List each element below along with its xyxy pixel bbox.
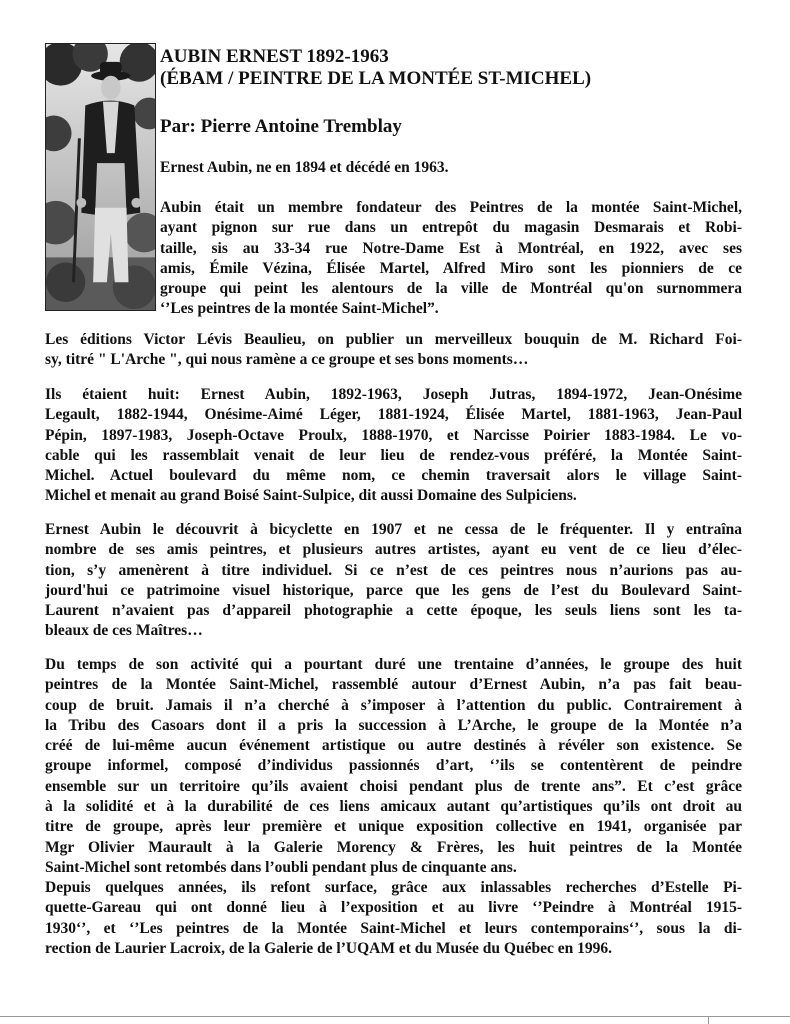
text-line: ensemble sur un territoire qu’ils avaient choisi pendant plus de trente ans”. Et c’est grâce	[45, 777, 742, 795]
text-line: groupe informel, composé d’individus passionnés d’art, ‘’ils se contentèrent de peindre	[45, 757, 742, 775]
text-line: sy, titré " L'Arche ", qui nous ramène a ce groupe et ses bons moments…	[45, 351, 529, 369]
text-line: Michel. Actuel boulevard du même nom, ce chemin traversait alors le village Saint-	[45, 467, 742, 485]
text-line: Ils étaient huit: Ernest Aubin, 1892-1963, Joseph Jutras, 1894-1972, Jean-Onésime	[45, 386, 742, 403]
text-line: groupe qui peint les alentours de la ville de Montréal qu'on surnommera	[160, 280, 742, 298]
text-line: Mgr Olivier Maurault à la Galerie Morency & Frères, les huit peintres de la Montée	[45, 838, 742, 856]
byline: Par: Pierre Antoine Tremblay	[160, 116, 402, 137]
text-line: cable qui les rassemblait venait de leur lieu de rendez-vous préféré, la Montée Saint-	[45, 446, 742, 464]
text-line: jourd'hui ce patrimoine visuel historique, parce que les gens de l’est du Boulevard Saint-	[45, 581, 742, 599]
text-line: titre de groupe, après leur première et unique exposition collective en 1941, organisée par	[45, 818, 742, 836]
text-line: Legault, 1882-1944, Onésime-Aimé Léger, 1881-1924, Élisée Martel, 1881-1963, Jean-Paul	[45, 406, 742, 424]
portrait-photo	[45, 43, 156, 311]
text-line: à la solidité et à la durabilité de ces liens amicaux autant qu’artistiques qu’ils ont droit au	[45, 798, 742, 816]
page-corner-mark	[708, 1016, 709, 1024]
text-line: Ernest Aubin le découvrit à bicyclette en 1907 et ne cessa de le fréquenter. Il y entraîna	[45, 521, 742, 538]
text-line: Laurent n’avaient pas d’appareil photographie a cette époque, les seuls liens sont les ta-	[45, 602, 742, 620]
text-line: Pépin, 1897-1983, Joseph-Octave Proulx, 1888-1970, et Narcisse Poirier 1883-1984. Le vo-	[45, 426, 742, 444]
text-line: ‘’Les peintres de la montée Saint-Michel”.	[160, 300, 439, 318]
text-line: bleaux de ces Maîtres…	[45, 622, 203, 640]
text-line: peintres de la Montée Saint-Michel, rassemblé autour d’Ernest Aubin, n’a pas fait beau-	[45, 676, 742, 694]
title-line-1: AUBIN ERNEST 1892-1963	[160, 46, 389, 67]
paragraph-5	[45, 655, 742, 878]
portrait-image	[46, 44, 155, 310]
text-line: amis, Émile Vézina, Élisée Martel, Alfred Miro sont les pionniers de ce	[160, 259, 742, 277]
text-line: créé de lui-même aucun événement artistique ou autre destinés à révéler son existence. Se	[45, 737, 742, 755]
text-line: ayant pignon sur rue dans un entrepôt du magasin Desmarais et Robi-	[160, 219, 742, 237]
paragraph-4	[45, 520, 742, 642]
text-line: taille, sis au 33-34 rue Notre-Dame Est à Montréal, en 1922, avec ses	[160, 239, 742, 257]
title-line-2: (ÉBAM / PEINTRE DE LA MONTÉE ST-MICHEL)	[160, 68, 592, 89]
article-title	[160, 46, 720, 90]
paragraph-1	[160, 198, 742, 320]
paragraph-3	[45, 385, 742, 507]
intro-line: Ernest Aubin, ne en 1894 et décédé en 1963.	[160, 159, 449, 176]
text-line: Saint-Michel sont retombés dans l’oubli pendant plus de cinquante ans.	[45, 858, 517, 876]
text-line: Michel et menait au grand Boisé Saint-Sulpice, dit aussi Domaine des Sulpiciens.	[45, 487, 577, 505]
paragraph-2	[45, 330, 742, 371]
text-line: rection de Laurier Lacroix, de la Galerie de l’UQAM et du Musée du Québec en 1996.	[45, 939, 612, 957]
text-line: quette-Gareau qui ont donné lieu à l’exposition et au livre ‘’Peindre à Montréal 1915-	[45, 899, 742, 917]
text-line: nombre de ses amis peintres, et plusieurs autres artistes, ayant eu vent de ce lieu d’élec-	[45, 541, 742, 559]
text-line: tion, s’y amenèrent à titre individuel. Si ce n’est de ces peintres nous n’aurions pas au-	[45, 561, 742, 579]
page-bottom-edge	[0, 1016, 790, 1017]
text-line: Depuis quelques années, ils refont surface, grâce aux inlassables recherches d’Estelle Pi-	[45, 879, 742, 896]
text-line: 1930‘’, et ‘’Les peintres de la Montée Saint-Michel et leurs contemporains‘’, sous la di-	[45, 919, 742, 937]
text-line: Du temps de son activité qui a pourtant duré une trentaine d’années, le groupe des huit	[45, 656, 742, 673]
text-line: la Tribu des Casoars dont il a pris la succession à L’Arche, le groupe de la Montée n’a	[45, 716, 742, 734]
text-line: Aubin était un membre fondateur des Peintres de la montée Saint-Michel,	[160, 199, 742, 216]
paragraph-6	[45, 878, 742, 959]
text-line: Les éditions Victor Lévis Beaulieu, on publier un merveilleux bouquin de M. Richard Foi-	[45, 331, 742, 348]
text-line: coup de bruit. Jamais il n’a cherché à s’imposer à l’attention du public. Contrairement à	[45, 696, 742, 714]
